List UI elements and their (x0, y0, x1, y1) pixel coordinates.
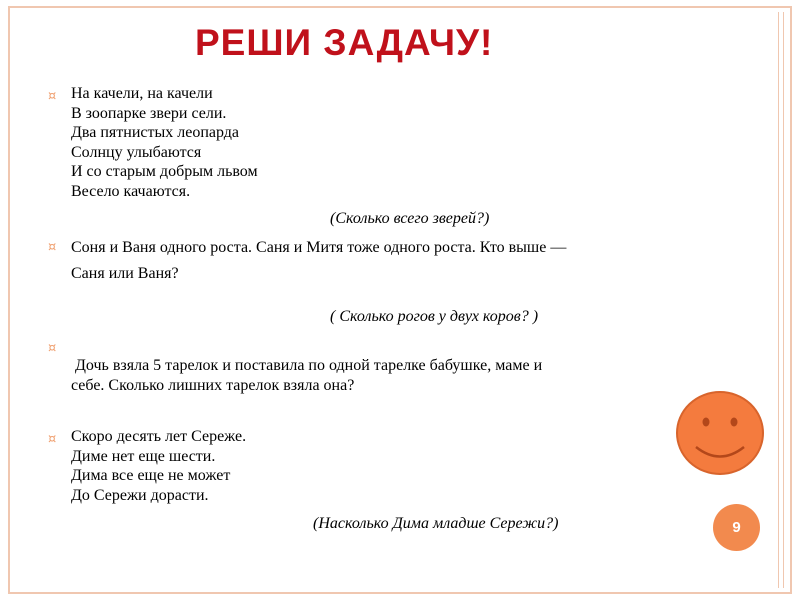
bullet-icon: ¤ (48, 341, 57, 356)
bullet-icon: ¤ (48, 432, 57, 447)
problem-2-text: Соня и Ваня одного роста. Саня и Митя тоже одного роста. Кто выше — Саня или Ваня? (71, 239, 567, 282)
problem-1-text: На качели, на качели В зоопарке звери сели. Два пятнистых леопарда Солнцу улыбаются И со старым добрым львом Весело качаются. (71, 85, 258, 200)
problem-2-question: ( Сколько рогов у двух коров? ) (330, 308, 539, 325)
problem-3-text: Дочь взяла 5 тарелок и поставила по одной тарелке бабушке, маме и себе. Сколько лишних тарелок взяла она? (71, 357, 543, 394)
problem-4-question: (Насколько Дима младше Сережи?) (313, 515, 559, 532)
smiley-icon (675, 390, 765, 476)
problem-4-text: Скоро десять лет Сереже. Диме нет еще шести. Дима все еще не может До Сережи дорасти. (71, 428, 247, 504)
bullet-icon: ¤ (48, 240, 57, 255)
slide-title: РЕШИ ЗАДАЧУ! (195, 22, 494, 63)
bullet-icon: ¤ (48, 89, 57, 104)
page-number-badge: 9 (713, 504, 760, 551)
problem-1-question: (Сколько всего зверей?) (330, 210, 490, 227)
